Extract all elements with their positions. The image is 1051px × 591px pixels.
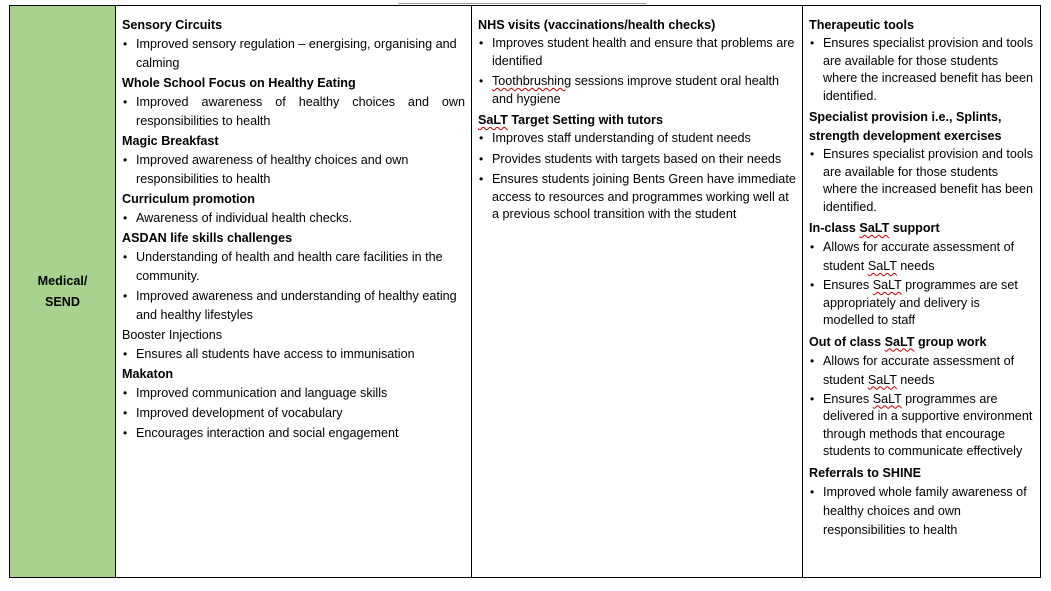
heading-text: Target Setting with tutors (507, 113, 663, 127)
salt-target-heading (478, 111, 796, 130)
column-targeted (472, 6, 803, 578)
list-item: • Provides students with targets based on their needs (478, 151, 796, 169)
list-item-text: sessions improve student oral health and hygiene (492, 74, 780, 106)
heading-text: In-class (809, 221, 860, 235)
list-item (809, 391, 1034, 461)
list-item (478, 73, 796, 108)
outclass-salt-heading (809, 333, 1034, 352)
list-item: • Improved whole family awareness of healthy choices and own responsibilities to health (809, 483, 1034, 540)
curriculum-heading: Curriculum promotion (122, 192, 255, 206)
list-item: • Improved awareness and understanding of healthy eating and healthy lifestyles (122, 287, 465, 325)
list-item-text: programmes are delivered in a supportive environment through methods that encourage students to communicate effectively (823, 391, 1033, 458)
list-item: • Improved awareness of healthy choices and own responsibilities to health (122, 151, 465, 189)
spellcheck-word: SaLT (478, 113, 508, 127)
spellcheck-word: SaLT (884, 334, 915, 349)
healthy-eating-list (122, 93, 465, 131)
category-label-cell (10, 6, 116, 578)
list-item-text: Allows for accurate assessment of student (823, 240, 1015, 273)
sensory-circuits-heading: Sensory Circuits (122, 18, 223, 32)
column-specialist (803, 6, 1041, 578)
list-item: • Ensures specialist provision and tools are available for those students where the increased benefit has been identified. (809, 146, 1034, 216)
table-row (10, 6, 1041, 578)
booster-list (122, 345, 465, 364)
list-item-text: Allows for accurate assessment of student (823, 353, 1015, 387)
curriculum-list (122, 209, 465, 228)
heading-text: support (889, 221, 940, 235)
healthy-eating-heading: Whole School Focus on Healthy Eating (122, 76, 356, 90)
spellcheck-word: SaLT (867, 259, 897, 273)
list-item-text: Ensures (823, 278, 873, 292)
heading-text: group work (914, 334, 987, 349)
list-item: • Ensures specialist provision and tools are available for those students where the increased benefit has been identified. (809, 35, 1034, 105)
spellcheck-word: SaLT (867, 372, 897, 387)
spellcheck-word: SaLT (859, 221, 890, 235)
makaton-heading: Makaton (122, 367, 174, 381)
makaton-list (122, 384, 465, 443)
category-label-line2: SEND (45, 294, 80, 309)
nhs-visits-list (478, 35, 796, 108)
magic-breakfast-heading: Magic Breakfast (122, 134, 219, 148)
list-item: • Improved sensory regulation – energising, organising and calming (122, 35, 465, 73)
asdan-heading: ASDAN life skills challenges (122, 231, 293, 245)
nhs-visits-heading: NHS visits (vaccinations/health checks) (478, 18, 716, 32)
list-item: • Improves staff understanding of student needs (478, 130, 796, 148)
top-border-line (398, 0, 646, 4)
asdan-list (122, 248, 465, 325)
column-universal (116, 6, 472, 578)
list-item-text: Ensures (823, 391, 873, 406)
therapeutic-tools-heading: Therapeutic tools (809, 18, 914, 32)
therapeutic-tools-list (809, 35, 1034, 105)
heading-text: Out of class (809, 334, 885, 349)
salt-target-list (478, 130, 796, 224)
magic-breakfast-list (122, 151, 465, 189)
spellcheck-word: SaLT (872, 278, 902, 292)
list-item (809, 277, 1034, 330)
specialist-provision-list (809, 146, 1034, 216)
spellcheck-word: SaLT (872, 391, 902, 406)
list-item-text: programmes are set appropriately and delivery is modelled to staff (823, 278, 1018, 327)
list-item: • Encourages interaction and social engagement (122, 424, 465, 443)
shine-referrals-heading: Referrals to SHINE (809, 465, 921, 480)
specialist-provision-heading: Specialist provision i.e., Splints, strength development exercises (809, 110, 1002, 143)
category-label-line1: Medical/ (37, 273, 88, 288)
booster-heading: Booster Injections (122, 328, 223, 342)
list-item (809, 352, 1034, 390)
list-item: • Ensures students joining Bents Green have immediate access to resources and programmes working well at a previous school transition with the student (478, 171, 796, 224)
inclass-salt-heading (809, 219, 1034, 238)
list-item: • Improved communication and language skills (122, 384, 465, 403)
list-item-text: needs (896, 372, 935, 387)
list-item: • Improved development of vocabulary (122, 404, 465, 423)
list-item: • Awareness of individual health checks. (122, 209, 465, 228)
shine-referrals-list (809, 483, 1034, 540)
list-item (809, 238, 1034, 276)
list-item: • Understanding of health and health care facilities in the community. (122, 248, 465, 286)
provision-table (9, 5, 1041, 578)
inclass-salt-list (809, 238, 1034, 330)
list-item: • Improves student health and ensure that problems are identified (478, 35, 796, 70)
list-item: • Ensures all students have access to immunisation (122, 345, 465, 364)
sensory-circuits-list (122, 35, 465, 73)
list-item-text: needs (896, 259, 935, 273)
list-item: • Improved awareness of healthy choices and own responsibilities to health (122, 93, 465, 131)
spellcheck-word: Toothbrushing (492, 74, 572, 88)
outclass-salt-list (809, 352, 1034, 461)
